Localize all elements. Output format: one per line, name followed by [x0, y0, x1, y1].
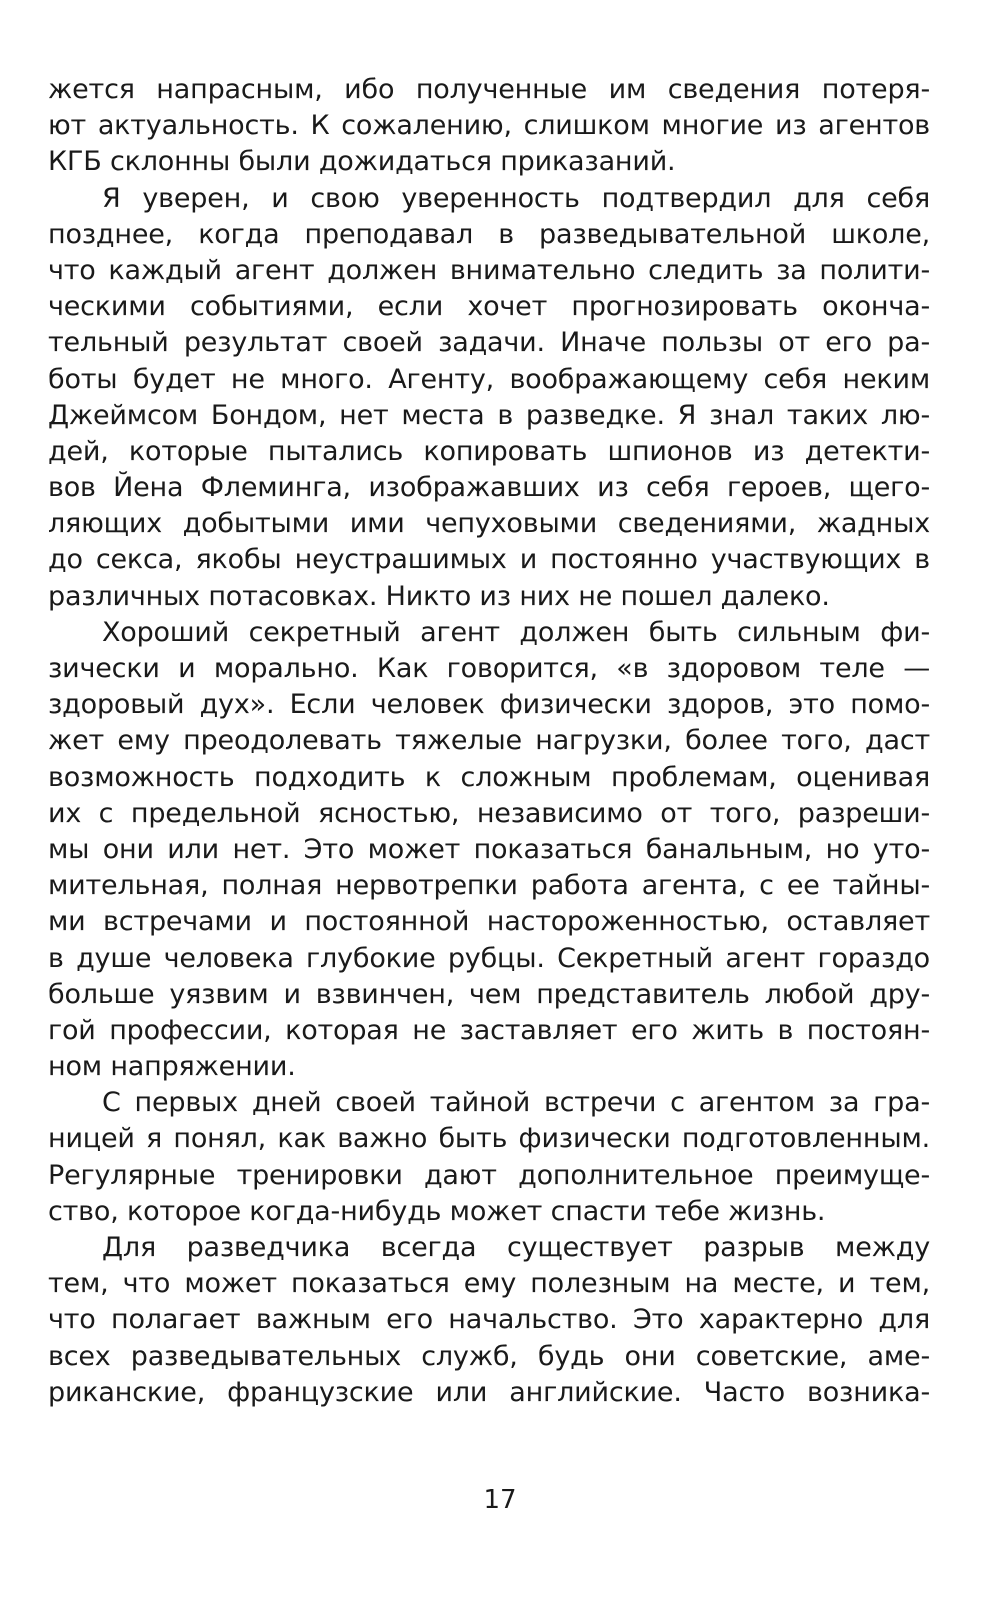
text-line: что полагает важным его начальство. Это характерно для: [48, 1304, 930, 1336]
text-line: ницей я понял, как важно быть физически подготовленным.: [48, 1123, 930, 1155]
body-text: [48, 72, 930, 1411]
text-line: что каждый агент должен внимательно следить за полити-: [48, 254, 930, 286]
text-line: больше уязвим и взвинчен, чем представитель любой дру-: [48, 978, 930, 1010]
text-line: здоровый дух». Если человек физически здоров, это помо-: [48, 689, 930, 721]
text-line: всех разведывательных служб, будь они советские, аме-: [48, 1340, 930, 1372]
text-line: жется напрасным, ибо полученные им сведения потеря-: [48, 74, 930, 105]
text-line: С первых дней своей тайной встречи с агентом за гра-: [102, 1087, 930, 1119]
text-line: тем, что может показаться ему полезным на месте, и тем,: [48, 1268, 930, 1300]
text-line: тельный результат своей задачи. Иначе пользы от его ра-: [48, 327, 930, 359]
text-line: позднее, когда преподавал в разведывательной школе,: [48, 218, 930, 250]
text-line: ном напряжении.: [48, 1051, 296, 1083]
text-line: их с предельной ясностью, независимо от того, разреши-: [48, 797, 930, 829]
text-line: дей, которые пытались копировать шпионов из детекти-: [48, 435, 930, 467]
text-line: Джеймсом Бондом, нет места в разведке. Я знал таких лю-: [48, 399, 930, 431]
text-line: в душе человека глубокие рубцы. Секретный агент гораздо: [48, 942, 930, 974]
text-line: ляющих добытыми ими чепуховыми сведениями, жадных: [48, 508, 930, 540]
text-line: до секса, якобы неустрашимых и постоянно участвующих в: [48, 544, 930, 576]
text-line: Хороший секретный агент должен быть сильным фи-: [102, 616, 930, 648]
text-line: зически и морально. Как говорится, «в здоровом теле —: [48, 653, 930, 684]
text-line: возможность подходить к сложным проблемам, оценивая: [48, 761, 930, 793]
text-line: ческими событиями, если хочет прогнозировать оконча-: [48, 291, 930, 323]
text-line: риканские, французские или английские. Часто возника-: [48, 1376, 930, 1408]
page-number: 17: [483, 1485, 517, 1515]
text-line: ми встречами и постоянной настороженностью, оставляет: [48, 906, 930, 938]
text-line: Я уверен, и свою уверенность подтвердил для себя: [102, 182, 930, 214]
text-line: вов Йена Флеминга, изображавших из себя героев, щего-: [48, 472, 930, 504]
text-line: мы они или нет. Это может показаться банальным, но уто-: [48, 833, 930, 865]
text-line: мительная, полная нервотрепки работа агента, с ее тайны-: [48, 870, 930, 902]
text-line: различных потасовках. Никто из них не пошел далеко.: [48, 580, 830, 612]
text-line: ство, которое когда-нибудь может спасти тебе жизнь.: [48, 1195, 826, 1227]
text-line: боты будет не много. Агенту, воображающему себя неким: [48, 363, 930, 395]
text-line: ют актуальность. К сожалению, слишком многие из агентов: [48, 110, 930, 142]
text-line: КГБ склонны были дожидаться приказаний.: [48, 146, 676, 178]
text-line: гой профессии, которая не заставляет его жить в постоян-: [48, 1014, 930, 1046]
text-line: Регулярные тренировки дают дополнительное преимуще-: [48, 1159, 930, 1191]
text-line: Для разведчика всегда существует разрыв между: [102, 1232, 930, 1263]
text-line: жет ему преодолевать тяжелые нагрузки, более того, даст: [48, 725, 930, 757]
